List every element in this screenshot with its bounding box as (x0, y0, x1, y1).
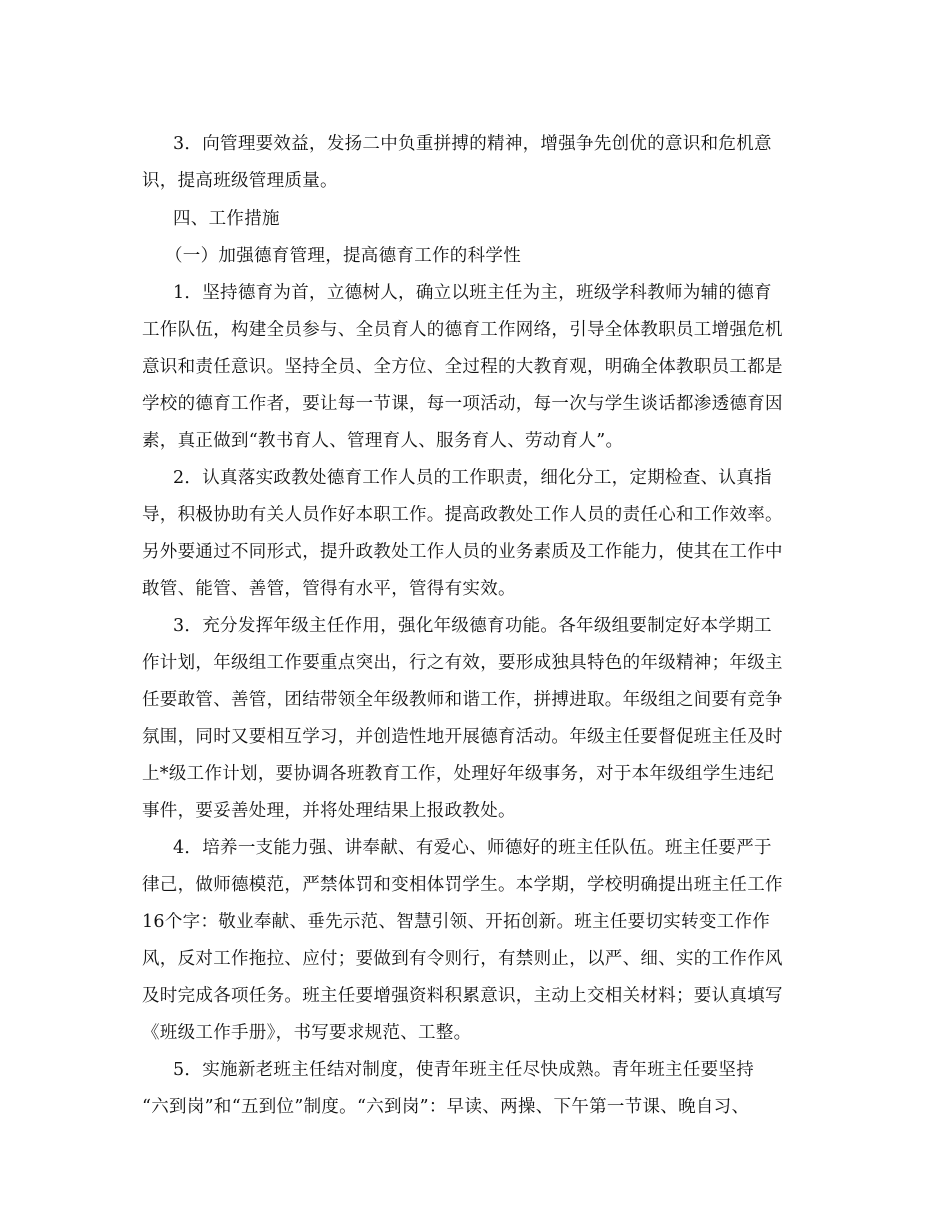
item-3-line-1: 3．充分发挥年级主任作用，强化年级德育功能。各年级组要制定好本学期工 (173, 616, 772, 636)
item-3-line-5: 上*级工作计划，要协调各班教育工作，处理好年级事务，对于本年级组学生违纪 (142, 764, 775, 784)
item-1-line-2: 工作队伍，构建全员参与、全员育人的德育工作网络，引导全体教职员工增强危机 (142, 320, 783, 340)
item-4-line-1: 4．培养一支能力强、讲奉献、有爱心、师德好的班主任队伍。班主任要严于 (173, 838, 772, 858)
item-1-line-3: 意识和责任意识。坚持全员、全方位、全过程的大教育观，明确全体教职员工都是 (142, 357, 783, 377)
item-5-line-1: 5．实施新老班主任结对制度，使青年班主任尽快成熟。青年班主任要坚持 (173, 1060, 755, 1080)
item-2-line-1: 2．认真落实政教处德育工作人员的工作职责，细化分工，定期检查、认真指 (173, 468, 772, 488)
item-3-line-6: 事件，要妥善处理，并将处理结果上报政教处。 (142, 801, 516, 821)
item-4-line-3: 16个字：敬业奉献、垂先示范、智慧引领、开拓创新。班主任要切实转变工作作 (142, 912, 771, 932)
item-3-line-4: 氛围，同时又要相互学习，并创造性地开展德育活动。年级主任要督促班主任及时 (142, 727, 783, 747)
item-2-line-3: 另外要通过不同形式，提升政教处工作人员的业务素质及工作能力，使其在工作中 (142, 542, 783, 562)
item-1-line-4: 学校的德育工作者，要让每一节课，每一项活动，每一次与学生谈话都渗透德育因 (142, 394, 783, 414)
item-1-line-5: 素，真正做到“教书育人、管理育人、服务育人、劳动育人”。 (142, 431, 624, 451)
item-3-line-3: 任要敢管、善管，团结带领全年级教师和谐工作，拼搏进取。年级组之间要有竞争 (142, 690, 783, 710)
item-4-line-4: 风，反对工作拖拉、应付；要做到有令则行，有禁则止，以严、细、实的工作作风 (142, 949, 783, 969)
item-4-line-2: 律己，做师德模范，严禁体罚和变相体罚学生。本学期，学校明确提出班主任工作 (142, 875, 783, 895)
item-1-line-1: 1．坚持德育为首，立德树人，确立以班主任为主，班级学科教师为辅的德育 (173, 283, 772, 303)
item-4-line-5: 及时完成各项任务。班主任要增强资料积累意识，主动上交相关材料；要认真填写 (142, 986, 783, 1006)
paragraph-3-line-2: 识，提高班级管理质量。 (142, 171, 338, 191)
section-heading-4: 四、工作措施 (173, 209, 280, 229)
item-2-line-2: 导，积极协助有关人员作好本职工作。提高政教处工作人员的责任心和工作效率。 (142, 505, 783, 525)
item-5-line-2: “六到岗”和“五到位”制度。“六到岗”：早读、两操、下午第一节课、晚自习、 (142, 1097, 750, 1117)
item-2-line-4: 敢管、能管、善管，管得有水平，管得有实效。 (142, 579, 516, 599)
subsection-heading-1: （一）加强德育管理，提高德育工作的科学性 (165, 246, 521, 266)
item-3-line-2: 作计划，年级组工作要重点突出，行之有效，要形成独具特色的年级精神；年级主 (142, 653, 783, 673)
paragraph-3-line-1: 3．向管理要效益，发扬二中负重拼搏的精神，增强争先创优的意识和危机意 (173, 134, 772, 154)
item-4-line-6: 《班级工作手册》，书写要求规范、工整。 (142, 1023, 472, 1043)
